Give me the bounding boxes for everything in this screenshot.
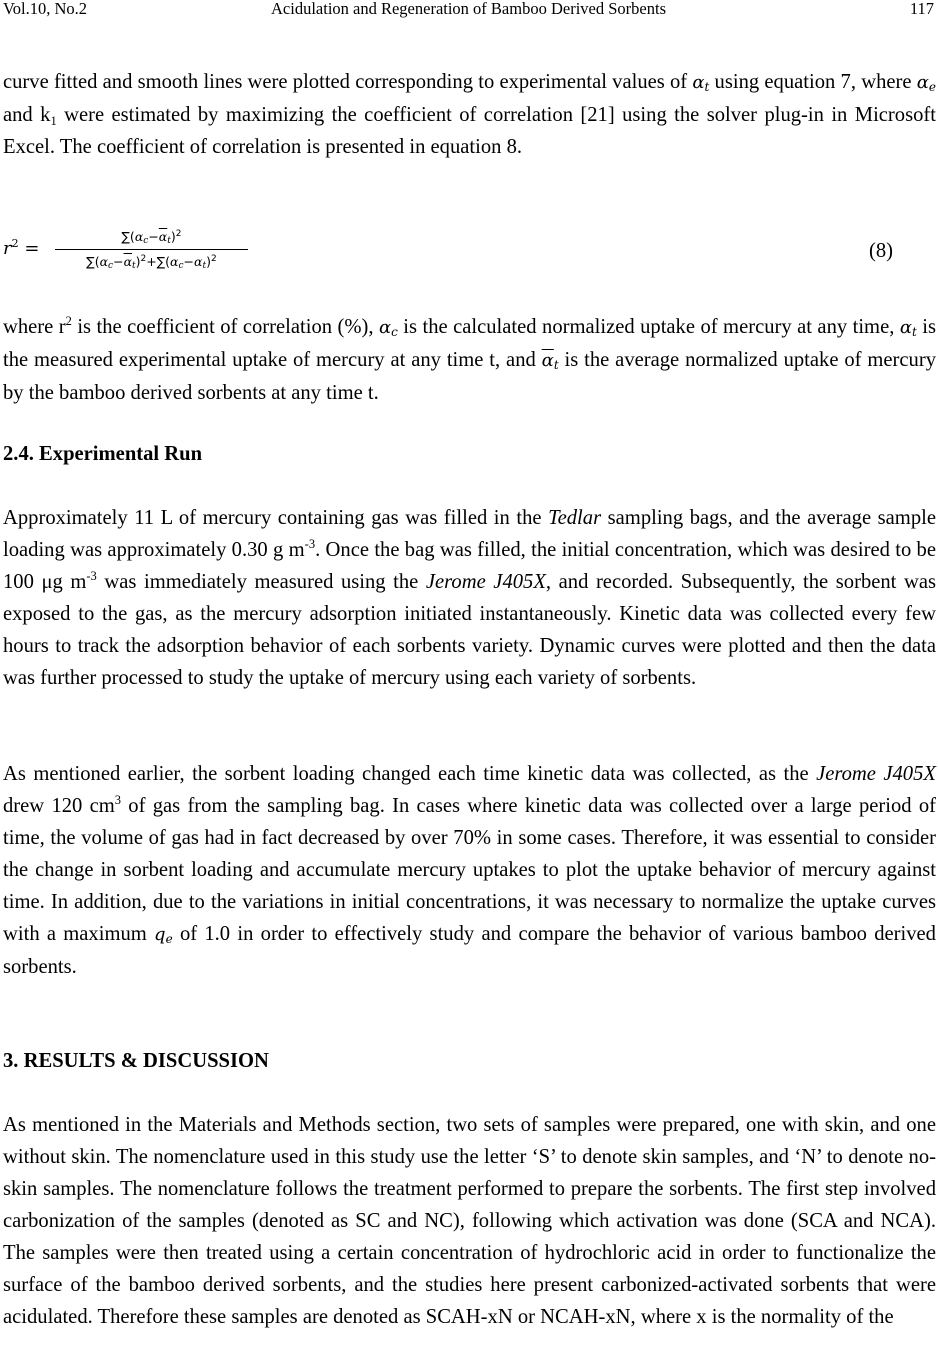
equation-number: (8) — [868, 240, 893, 262]
jerome-instrument-term: Jerome J405X — [816, 763, 936, 785]
equation-lhs: $r^2$ = — [3, 237, 40, 259]
section-heading-results-discussion: 3. RESULTS & DISCUSSION — [3, 1050, 269, 1072]
journal-volume: Vol.10, No.2 — [3, 0, 88, 18]
q-e-symbol: $q_e$ — [154, 924, 173, 946]
section-heading-experimental-run: 2.4. Experimental Run — [3, 443, 203, 465]
equation-fraction — [55, 226, 248, 272]
fraction-bar — [55, 249, 248, 250]
page-number: 117 — [909, 0, 934, 18]
equation-denominator: $\sum(\alpha_c-\overline{\alpha}_t)^2+\sum(\alpha_c-\alpha_t)^2$ — [86, 254, 217, 271]
running-header — [3, 0, 934, 20]
alpha-t-symbol: $\alpha_t$ — [899, 317, 917, 339]
tedlar-term: Tedlar — [548, 507, 602, 529]
alpha-t-symbol: $\alpha_t$ — [692, 72, 710, 94]
alpha-c-symbol: $\alpha_c$ — [378, 317, 398, 339]
running-title: Acidulation and Regeneration of Bamboo Derived Sorbents — [271, 0, 666, 18]
jerome-instrument-term: Jerome J405X — [425, 571, 546, 593]
alpha-bar-t-symbol: $\overline{\alpha}_t$ — [541, 350, 559, 372]
paragraph-curve-fitting: curve fitted and smooth lines were plotted corresponding to experimental values of $\alpha_t$ using equation 7, where $\alpha_e$ and $k_1$ were estimated by maximizing the coefficient of correlation [21] using the solver plug-in in Microsoft Excel. The coefficient of correlation is presented in equation 8. — [3, 71, 936, 158]
paragraph-sorbent-loading: As mentioned earlier, the sorbent loading changed each time kinetic data was collected, as the Jerome J405X drew 120 $cm^3$ of gas from the sampling bag. In cases where kinetic data was collected over a large period of time, the volume of gas had in fact decreased by over 70% in some cases. Therefore, it was essential to consider the change in sorbent loading and accumulate mercury uptakes to plot the uptake behavior of mercury against time. In addition, due to the variations in initial concentrations, it was necessary to normalize the uptake curves with a maximum $q_e$ of 1.0 in order to effectively study and compare the behavior of various bamboo derived sorbents. — [3, 763, 936, 978]
paragraph-where-definitions: where $r^2$ is the coefficient of correlation (%), $\alpha_c$ is the calculated normalized uptake of mercury at any time, $\alpha_t$ is the measured experimental uptake of mercury at any time t, and $\overline{\alpha}_t$ is the average normalized uptake of mercury by the bamboo derived sorbents at any time t. — [3, 314, 937, 404]
paragraph-results-nomenclature: As mentioned in the Materials and Methods section, two sets of samples were prepared, one with skin, and one without skin. The nomenclature used in this study use the letter ‘S’ to denote skin samples, and ‘N’ to denote no-skin samples. The nomenclature follows the treatment performed to prepare the sorbents. The first step involved carbonization of the samples (denoted as SC and NC), following which activation was done (SCA and NCA). The samples were then treated using a certain concentration of hydrochloric acid in order to functionalize the surface of the bamboo derived sorbents, and the studies here present carbonized-activated sorbents that were acidulated. Therefore these samples are denoted as SCAH-xN or NCAH-xN, where x is the normality of the — [3, 1114, 936, 1328]
equation-8 — [3, 226, 936, 276]
alpha-e-symbol: $\alpha_e$ — [916, 72, 936, 94]
paragraph-experimental-run: Approximately 11 L of mercury containing gas was filled in the Tedlar sampling bags, and the average sample loading was approximately 0.30 g $m^{-3}$. Once the bag was filled, the initial concentration, which was desired to be 100 μg $m^{-3}$ was immediately measured using the Jerome J405X, and recorded. Subsequently, the sorbent was exposed to the gas, as the mercury adsorption initiated instantaneously. Kinetic data was collected every few hours to track the adsorption behavior of each sorbents variety. Dynamic curves were plotted and then the data was further processed to study the uptake of mercury using each variety of sorbents. — [3, 507, 936, 689]
equation-numerator: $\sum(\alpha_c-\overline{\alpha}_t)^2$ — [121, 229, 182, 246]
